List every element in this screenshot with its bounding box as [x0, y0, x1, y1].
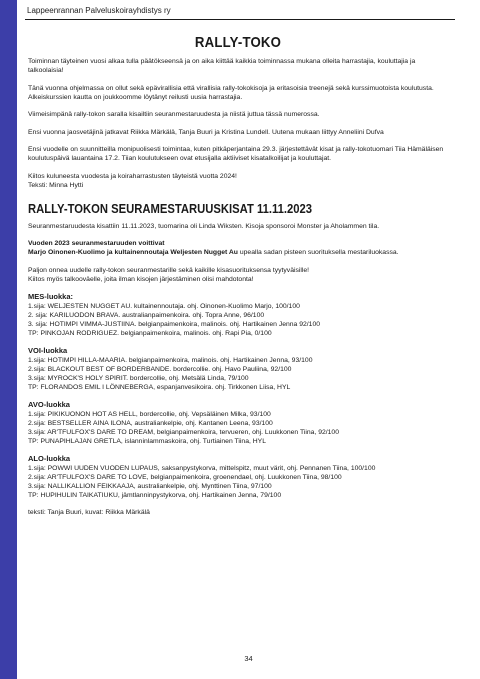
result-line: TP: PUNAPIHLAJAN GRETLA, islanninlammaskoira, ohj. Turtiainen Tiina, HYL — [28, 438, 266, 445]
result-line: TP: HUPIHULIN TAIKATIUKU, jämtlanninpystykorva, ohj. Hartikainen Jenna, 79/100 — [28, 492, 282, 499]
intro-paragraph: Toiminnan täyteinen vuosi alkaa tulla päätökseensä ja on aika kiittää kaikkia toiminnassa mukana olleita harrastajia, kouluttajia ja talkoolaisia! — [28, 58, 416, 74]
result-line: 3.sija: MYROCK'S HOLY SPIRIT. bordercollie, ohj. Metsälä Linda, 79/100 — [28, 375, 249, 382]
result-line: 2.sija: BLACKOUT BEST OF BORDERBANDE. bordercollie. ohj. Havo Pauliina, 92/100 — [28, 366, 292, 373]
intro-paragraph: Ensi vuodelle on suunnitteilla monipuolisesti toimintaa, kuten pitkäperjantaina 29.3. järjestettävät kisat ja rally-tokotuomari Tiia Hämäläisen koulutuspäivä lauantaina 17.2. Tiian koulutukseen ovat etusijalla aktiiviset kisatalkoilijat ja kouluttajat. — [28, 146, 444, 162]
winner-names: Marjo Oinonen-Kuolimo ja kultainennoutaja Weljesten Nugget Au — [28, 249, 238, 256]
result-line: 3.sija: NALLIKALLION FEIKKAAJA, australiankelpie, ohj. Mynttinen Tiina, 97/100 — [28, 483, 272, 490]
intro-paragraph: Viimeisimpänä rally-tokon saralla kisailtiin seuranmestaruudesta ja niistä juttua tässä numerossa. — [28, 111, 320, 118]
winner-rest: upealla sadan pisteen suorituksella mestariluokassa. — [237, 249, 399, 256]
photo-credits: teksti: Tanja Buuri, kuvat: Riikka Märkälä — [28, 509, 150, 516]
congrats-text: Paljon onnea uudelle rally-tokon seuranmestarille sekä kaikille kisasuorituksensa tyytyväisille! — [28, 266, 310, 274]
sm-title: RALLY-TOKON SEURAMESTARUUSKISAT 11.11.2023 — [28, 201, 313, 216]
result-line: 2. sija: KARILUODON BRAVA. australianpaimenkoira. ohj. Topra Anne, 96/100 — [28, 312, 265, 319]
class-section-mes — [28, 292, 448, 338]
result-line: 3. sija: HOTIMPI VIMMA-JUSTIINA. belgianpaimenkoira, malinois. ohj. Hartikainen Jenna 92/100 — [28, 321, 321, 328]
result-line: TP: PINKOJAN RODRIGUEZ. belgianpaimenkoira, malinois. ohj. Rapi Pia, 0/100 — [28, 330, 272, 337]
intro-paragraph: Ensi vuonna jaosvetäjinä jatkavat Riikka Märkälä, Tanja Buuri ja Kristina Lundell. Uutena mukaan liittyy Anneliini Dufva — [28, 128, 384, 136]
side-accent-bar — [0, 0, 17, 679]
article — [28, 30, 448, 526]
intro-paragraph: Kiitos kuluneesta vuodesta ja koiraharrastusten täyteistä vuotta 2024! — [28, 172, 237, 180]
result-line: 1.sija: HOTIMPI HILLA-MAARIA. belgianpaimenkoira, malinois. ohj. Hartikainen Jenna, 93/100 — [28, 357, 313, 364]
result-line: 3.sija: AR'TFULFOX'S DARE TO DREAM, belgianpaimenkoira, tervueren, ohj. Luukkonen Tiina, 92/100 — [28, 429, 339, 436]
result-line: 2.sija: AR'TFULFOX'S DARE TO LOVE, belgianpaimenkoira, groenendael, ohj. Luukkonen Tiina, 98/100 — [28, 474, 342, 481]
result-line: 1.sija: POWWI UUDEN VUODEN LUPAUS, saksanpystykorva, mittelspitz, muut värit, ohj. Pennanen Tiina, 100/100 — [28, 465, 376, 472]
class-heading: VOI-luokka — [28, 346, 68, 355]
winner-heading: Vuoden 2023 seuranmestaruuden voittivat — [28, 240, 165, 247]
class-section-avo — [28, 400, 448, 446]
class-section-voi — [28, 346, 448, 392]
congrats-paragraph — [28, 266, 448, 284]
page-number: 34 — [244, 654, 253, 663]
intro-paragraph: Tänä vuonna ohjelmassa on ollut sekä epävirallisia että virallisia rally-tokokisoja ja eritasoisia treenejä sekä kurssimuotoista koulutusta. Alkeiskurssien kautta on joukkoomme löytänyt reilusti uusia harrastajia. — [28, 84, 434, 101]
result-line: 2.sija: BESTSELLER AINA ILONA, australiankelpie, ohj. Kantanen Leena, 93/100 — [28, 420, 273, 427]
result-line: 1.sija: WELJESTEN NUGGET AU. kultainennoutaja. ohj. Oinonen-Kuolimo Marjo, 100/100 — [28, 303, 300, 310]
sm-intro: Seuranmestaruudesta kisattiin 11.11.2023, tuomarina oli Linda Wiksten. Kisoja sponsoroi Monster ja Aholammen tila. — [28, 222, 380, 230]
author-credit: Teksti: Minna Hytti — [28, 181, 84, 189]
result-line: 1.sija: PIKIKUONON HOT AS HELL, bordercollie, ohj. Vepsäläinen Milka, 93/100 — [28, 411, 271, 418]
class-heading: MES-luokka: — [28, 292, 74, 301]
header-divider — [25, 19, 455, 20]
class-heading: AVO-luokka — [28, 400, 70, 409]
class-heading: ALO-luokka — [28, 454, 71, 463]
result-line: TP: FLORANDOS EMIL I LÖNNEBERGA, espanjanvesikoira. ohj. Tirkkonen Liisa, HYL — [28, 384, 291, 391]
org-name: Lappeenrannan Palveluskoirayhdistys ry — [27, 6, 171, 15]
winner-paragraph — [28, 239, 448, 257]
article-title: RALLY-TOKO — [194, 34, 282, 51]
thanks-text: Kiitos myös talkooväelle, joita ilman kisojen järjestäminen olisi mahdotonta! — [28, 275, 254, 283]
class-section-alo — [28, 454, 448, 500]
